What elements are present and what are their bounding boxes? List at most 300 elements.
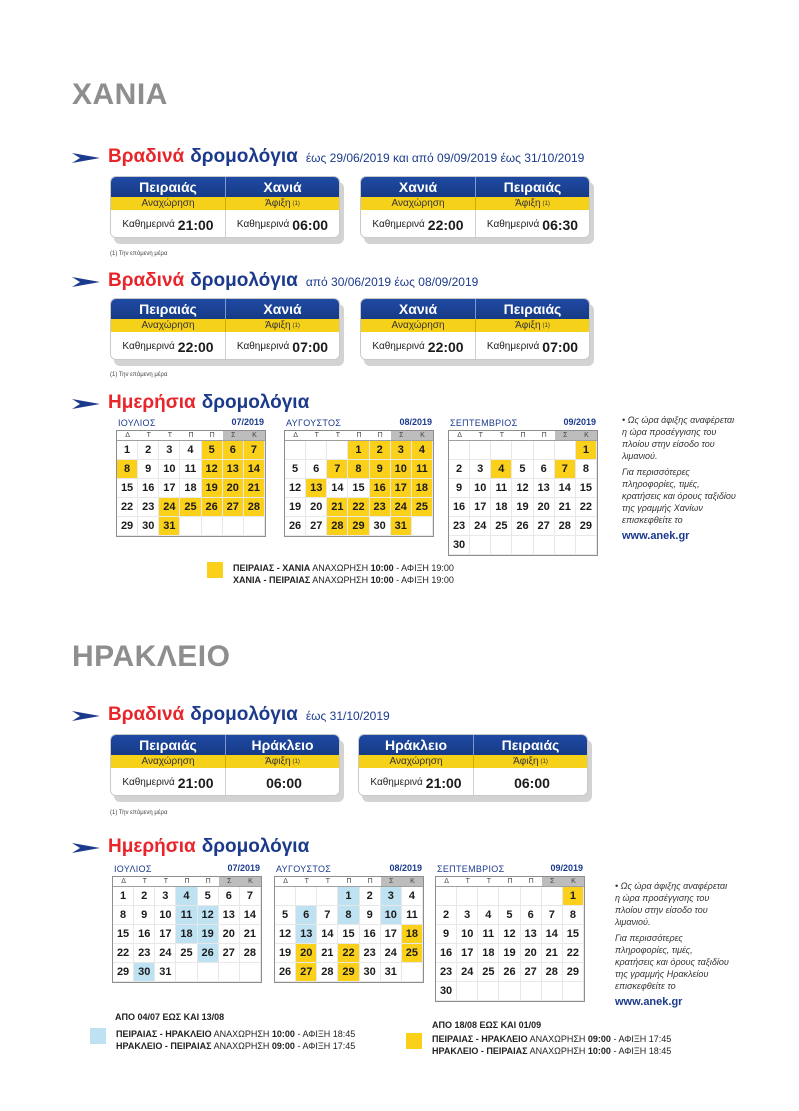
from-port: Πειραιάς <box>139 301 197 317</box>
calendar-day: 5 <box>512 460 533 479</box>
departure-time: 22:00 <box>427 216 464 233</box>
arrival-label: Άφιξη <box>265 320 291 331</box>
heading-red: Βραδινά <box>108 704 185 725</box>
calendar-day: 9 <box>360 906 381 925</box>
legend-dep-time: 10:00 <box>271 1029 295 1039</box>
calendar-year-number: /2019 <box>560 863 583 873</box>
weekday-label: Σ <box>381 877 402 886</box>
calendar-week <box>113 963 261 982</box>
calendar-week <box>436 944 584 963</box>
legend-route: ΗΡΑΚΛΕΙΟ - ΠΕΙΡΑΙΑΣ <box>432 1046 528 1056</box>
calendar-day: 25 <box>491 517 512 536</box>
arrival-label: Άφιξη <box>265 756 291 767</box>
calendar-day-sailing: 8 <box>348 460 369 479</box>
calendar-day <box>202 517 223 536</box>
calendar-day: 13 <box>521 925 542 944</box>
calendar-day: 14 <box>555 479 576 498</box>
calendar-day: 14 <box>542 925 563 944</box>
calendar-day: 17 <box>470 498 491 517</box>
calendar-week <box>275 887 423 906</box>
legend-arr: - ΑΦΙΞΗ 17:45 <box>297 1041 356 1051</box>
calendar-day-sailing: 22 <box>348 498 369 517</box>
weekday-label: Τ <box>335 432 340 439</box>
calendar-day <box>521 982 542 1001</box>
arrival-prefix: Καθημερινά <box>486 341 540 352</box>
departure-time-cell <box>361 210 475 238</box>
arrow-icon <box>72 275 100 289</box>
calendar-day-sailing: 9 <box>370 460 391 479</box>
calendar-day: 12 <box>275 925 296 944</box>
calendar-header <box>435 859 585 874</box>
heading-day-heraklion <box>72 836 317 860</box>
calendar-week <box>285 498 433 517</box>
calendar-day: 29 <box>113 963 134 982</box>
weekday-label: Δ <box>293 432 298 439</box>
arrival-label-cell <box>225 319 339 332</box>
calendar-day: 28 <box>555 517 576 536</box>
departure-prefix: Καθημερινά <box>122 219 175 230</box>
calendar-day: 12 <box>512 479 533 498</box>
legend-chania <box>207 562 454 586</box>
calendar-grid <box>112 876 262 983</box>
calendar-day-sailing: 25 <box>402 944 423 963</box>
weekday-label: Τ <box>325 878 330 885</box>
calendar-day: 18 <box>180 479 201 498</box>
side-note-chania <box>622 414 740 542</box>
weekday-label: Κ <box>244 431 265 440</box>
calendar-week <box>117 479 265 498</box>
calendar-day-sailing: 29 <box>338 963 359 982</box>
calendar-day <box>402 963 423 982</box>
calendar-day: 7 <box>317 906 338 925</box>
arrival-time: 07:00 <box>542 338 579 355</box>
calendar-day: 8 <box>576 460 597 479</box>
departure-time-cell <box>359 768 473 796</box>
calendar-day-sailing: 28 <box>327 517 348 536</box>
calendar-year <box>563 414 596 428</box>
departure-label: Αναχώρηση <box>141 320 195 331</box>
calendar-day-sailing-alt: 10 <box>381 906 402 925</box>
weekday-label: Π <box>528 878 534 885</box>
calendar-day: 22 <box>117 498 138 517</box>
calendar-day-sailing: 25 <box>180 498 201 517</box>
weekday-label: Τ <box>167 432 172 439</box>
calendar-day: 24 <box>155 944 176 963</box>
calendar-day-sailing: 26 <box>202 498 223 517</box>
calendar-day <box>478 982 499 1001</box>
calendar-day: 28 <box>542 963 563 982</box>
calendar-day-sailing-alt: 19 <box>198 925 219 944</box>
calendar-day-sailing: 18 <box>402 925 423 944</box>
arrival-footnote: (1) <box>292 200 300 207</box>
arrow-icon <box>72 709 100 723</box>
calendar-day-sailing: 31 <box>391 517 412 536</box>
arrival-time: 06:00 <box>266 774 302 791</box>
calendar-day: 28 <box>317 963 338 982</box>
side-note-arrival: • Ως ώρα άφιξης αναφέρεται η ώρα προσέγγισης του πλοίου στην είσοδο του λιμανιού. <box>622 415 735 461</box>
calendar-week <box>449 517 597 536</box>
legend-dep: ΑΝΑΧΩΡΗΣΗ <box>529 1034 586 1044</box>
calendar-week <box>436 925 584 944</box>
arrival-label: Άφιξη <box>515 198 541 209</box>
schedule-box <box>110 298 340 362</box>
to-port: Χανιά <box>225 177 339 197</box>
website-link[interactable]: www.anek.gr <box>622 530 690 542</box>
calendar-day: 23 <box>134 944 155 963</box>
calendar-day-sailing: 4 <box>412 441 433 460</box>
website-link[interactable]: www.anek.gr <box>615 996 683 1008</box>
calendar-month: ΑΥΓΟΥΣΤΟΣ <box>276 864 332 874</box>
calendar-week <box>436 887 584 906</box>
weekday-label: Π <box>367 878 373 885</box>
calendar-day: 4 <box>402 887 423 906</box>
calendar-day <box>457 982 478 1001</box>
calendar-year <box>389 860 422 874</box>
calendar-week <box>117 441 265 460</box>
calendar-day: 3 <box>155 887 176 906</box>
arrival-time: 07:00 <box>292 338 329 355</box>
calendar-day: 30 <box>449 536 470 555</box>
calendar-day: 29 <box>563 963 584 982</box>
calendar-day: 19 <box>275 944 296 963</box>
calendar-day: 6 <box>534 460 555 479</box>
calendar-header <box>284 413 434 428</box>
calendar-day: 26 <box>512 517 533 536</box>
departure-time-cell <box>111 332 225 360</box>
calendar-day-sailing: 17 <box>391 479 412 498</box>
calendar-day: 21 <box>555 498 576 517</box>
calendar-day <box>176 963 197 982</box>
heading-red: Βραδινά <box>108 270 185 291</box>
heading-blue: δρομολόγια <box>190 704 298 725</box>
calendar-month-number: 08 <box>399 417 410 427</box>
departure-label: Αναχώρηση <box>391 320 445 331</box>
calendar-month: ΣΕΠΤΕΜΒΡΙΟΣ <box>437 864 505 874</box>
calendar-day: 15 <box>348 479 369 498</box>
weekday-label: Τ <box>499 432 504 439</box>
calendar-month-number: 09 <box>563 417 574 427</box>
calendar-day: 9 <box>449 479 470 498</box>
weekday-label: Δ <box>457 432 462 439</box>
calendar-day: 5 <box>275 906 296 925</box>
arrival-time-cell <box>225 332 339 360</box>
calendar-day-sailing: 31 <box>159 517 180 536</box>
calendar-header <box>112 859 262 874</box>
arrival-footnote: (1) <box>542 200 550 207</box>
calendar-month-number: 07 <box>231 417 242 427</box>
departure-time: 21:00 <box>425 774 462 791</box>
calendar-day: 11 <box>478 925 499 944</box>
calendar-day-sailing: 1 <box>576 441 597 460</box>
calendar-day: 21 <box>317 944 338 963</box>
side-note-arrival: • Ως ώρα άφιξης αναφέρεται η ώρα προσέγγισης του πλοίου στην είσοδο του λιμανιού. <box>615 881 728 927</box>
calendar-day: 15 <box>113 925 134 944</box>
footnote: (1) Την επόμενη μέρα <box>110 810 168 816</box>
calendar-month: ΙΟΥΛΙΟΣ <box>114 864 152 874</box>
calendar-week <box>113 887 261 906</box>
calendar-day-sailing-alt: 13 <box>296 925 317 944</box>
calendar-grid <box>116 430 266 537</box>
weekday-label: Π <box>184 878 190 885</box>
calendar-week <box>285 460 433 479</box>
side-note-info: Για περισσότερες πληροφορίες, τιμές, κρατήσεις και όρους ταξιδίου της γραμμής Χανίων επισκεφθείτε το <box>622 467 736 525</box>
calendar-day: 24 <box>381 944 402 963</box>
calendar-day <box>198 963 219 982</box>
arrival-footnote: (1) <box>292 322 300 329</box>
calendar-day: 19 <box>512 498 533 517</box>
weekday-label: Τ <box>465 878 470 885</box>
calendar-day-sailing-alt: 6 <box>296 906 317 925</box>
weekday-label: Κ <box>402 877 423 886</box>
calendar-day: 17 <box>155 925 176 944</box>
calendar-day-sailing: 5 <box>202 441 223 460</box>
weekday-label: Τ <box>142 878 147 885</box>
departure-label: Αναχώρηση <box>391 198 445 209</box>
weekday-label: Π <box>205 878 211 885</box>
calendar-grid <box>448 430 598 556</box>
footnote: (1) Την επόμενη μέρα <box>110 251 168 257</box>
calendar-day: 24 <box>470 517 491 536</box>
legend-route: ΠΕΙΡΑΙΑΣ - ΗΡΑΚΛΕΙΟ <box>116 1029 212 1039</box>
calendar-day: 5 <box>198 887 219 906</box>
calendar-day: 14 <box>317 925 338 944</box>
calendar-day <box>223 517 244 536</box>
calendar-day: 29 <box>117 517 138 536</box>
calendar-day <box>576 536 597 555</box>
legend-dep: ΑΝΑΧΩΡΗΣΗ <box>529 1046 586 1056</box>
calendar-day <box>491 536 512 555</box>
calendar-day: 12 <box>499 925 520 944</box>
weekday-label: Τ <box>478 432 483 439</box>
weekday-header <box>275 877 423 887</box>
calendar-day: 23 <box>360 944 381 963</box>
legend-swatch-lightblue <box>90 1028 106 1044</box>
weekday-label: Π <box>520 432 526 439</box>
weekday-label: Π <box>377 432 383 439</box>
arrival-time: 06:30 <box>542 216 579 233</box>
calendar-year-number: /2019 <box>399 863 422 873</box>
arrival-label-cell <box>475 319 589 332</box>
calendar-header <box>448 413 598 428</box>
arrival-footnote: (1) <box>542 322 550 329</box>
calendar-day: 26 <box>275 963 296 982</box>
calendar-day-sailing: 19 <box>202 479 223 498</box>
calendar-day <box>555 536 576 555</box>
side-note-info: Για περισσότερες πληροφορίες, τιμές, κρατήσεις και όρους ταξιδίου της γραμμής Ηρακλείου επισκεφθείτε το <box>615 933 729 991</box>
departure-time-cell <box>111 768 225 796</box>
weekday-label: Σ <box>219 877 240 886</box>
calendar-day: 30 <box>436 982 457 1001</box>
arrival-footnote: (1) <box>540 758 548 765</box>
heading-dates: έως 31/10/2019 <box>305 709 390 723</box>
calendar-day: 19 <box>499 944 520 963</box>
calendar-month: ΙΟΥΛΙΟΣ <box>118 418 156 428</box>
departure-prefix: Καθημερινά <box>370 777 423 788</box>
calendar-day <box>275 887 296 906</box>
calendar-day <box>542 982 563 1001</box>
calendar-day: 19 <box>285 498 306 517</box>
calendar-day: 20 <box>534 498 555 517</box>
calendar-day: 2 <box>138 441 159 460</box>
departure-label: Αναχώρηση <box>141 756 195 767</box>
to-port: Πειραιάς <box>473 735 587 755</box>
schedule-box <box>360 298 590 362</box>
calendar-day <box>470 441 491 460</box>
calendar-day-sailing: 7 <box>244 441 265 460</box>
departure-label: Αναχώρηση <box>141 198 195 209</box>
side-note-heraklion <box>615 880 733 1008</box>
calendar-day: 16 <box>360 925 381 944</box>
arrival-time: 06:00 <box>292 216 329 233</box>
arrival-label-cell <box>475 197 589 210</box>
calendar-day: 28 <box>240 944 261 963</box>
legend-arr: - ΑΦΙΞΗ 19:00 <box>396 575 454 585</box>
calendar-day: 13 <box>534 479 555 498</box>
calendar-day: 30 <box>138 517 159 536</box>
legend-arr: - ΑΦΙΞΗ 19:00 <box>396 563 454 573</box>
section-title-chania: ΧΑΝΙΑ <box>72 78 168 111</box>
to-port: Πειραιάς <box>475 299 589 319</box>
calendar-day: 9 <box>138 460 159 479</box>
calendar-day: 8 <box>113 906 134 925</box>
calendar-year <box>231 414 264 428</box>
weekday-label: Π <box>356 432 362 439</box>
calendar-day-sailing: 16 <box>370 479 391 498</box>
legend-heraklion-left <box>90 1028 355 1052</box>
legend-route: ΠΕΙΡΑΙΑΣ - ΧΑΝΙΑ <box>233 563 311 573</box>
calendar-september <box>448 413 598 556</box>
legend-dep-time: 10:00 <box>587 1046 611 1056</box>
heading-night-heraklion <box>72 704 390 728</box>
calendar-day-sailing-alt: 18 <box>176 925 197 944</box>
calendar-day: 17 <box>159 479 180 498</box>
calendar-day <box>534 441 555 460</box>
calendar-month-number: 07 <box>227 863 238 873</box>
calendar-day: 25 <box>176 944 197 963</box>
legend-arr: - ΑΦΙΞΗ 18:45 <box>297 1029 356 1039</box>
weekday-label: Σ <box>223 431 244 440</box>
arrival-label: Άφιξη <box>513 756 539 767</box>
calendar-week <box>449 460 597 479</box>
calendar-year-number: /2019 <box>573 417 596 427</box>
calendar-day-sailing: 18 <box>412 479 433 498</box>
calendar-year <box>227 860 260 874</box>
calendar-day: 2 <box>134 887 155 906</box>
calendar-day <box>499 887 520 906</box>
calendar-day-sailing: 21 <box>327 498 348 517</box>
calendar-week <box>449 536 597 555</box>
calendar-day: 22 <box>576 498 597 517</box>
heading-red: Ημερήσια <box>108 836 196 857</box>
calendar-day-sailing: 28 <box>244 498 265 517</box>
legend-route: ΧΑΝΙΑ - ΠΕΙΡΑΙΑΣ <box>233 575 311 585</box>
calendar-day: 14 <box>327 479 348 498</box>
calendar-day <box>317 887 338 906</box>
calendar-day-sailing: 13 <box>223 460 244 479</box>
calendar-day: 4 <box>180 441 201 460</box>
calendar-week <box>275 963 423 982</box>
calendar-day <box>240 963 261 982</box>
calendar-day <box>521 887 542 906</box>
calendar-day: 27 <box>521 963 542 982</box>
calendar-day: 16 <box>436 944 457 963</box>
calendar-day: 7 <box>240 887 261 906</box>
calendar-week <box>275 906 423 925</box>
calendar-day: 12 <box>285 479 306 498</box>
calendar-day <box>499 982 520 1001</box>
arrival-time-cell <box>475 332 589 360</box>
calendar-day: 27 <box>534 517 555 536</box>
calendar-month-number: 09 <box>550 863 561 873</box>
calendar-day: 3 <box>159 441 180 460</box>
calendar-day: 16 <box>134 925 155 944</box>
heading-red: Βραδινά <box>108 146 185 167</box>
calendar-day-sailing: 27 <box>223 498 244 517</box>
calendar-day: 29 <box>576 517 597 536</box>
calendar-day: 17 <box>381 925 402 944</box>
calendar-day: 10 <box>470 479 491 498</box>
calendar-day: 21 <box>240 925 261 944</box>
calendar-day-sailing: 6 <box>223 441 244 460</box>
calendar-day: 20 <box>219 925 240 944</box>
calendar-week <box>113 925 261 944</box>
calendar-day: 26 <box>285 517 306 536</box>
calendar-year-number: /2019 <box>409 417 432 427</box>
calendar-week <box>275 944 423 963</box>
from-port: Χανιά <box>398 179 438 195</box>
heading-blue: δρομολόγια <box>201 836 310 857</box>
calendar-day-sailing: 14 <box>244 460 265 479</box>
calendar-july <box>112 859 262 983</box>
arrival-label-cell <box>473 755 587 768</box>
calendar-day-sailing: 24 <box>159 498 180 517</box>
weekday-label: Κ <box>412 431 433 440</box>
calendar-day-sailing: 7 <box>327 460 348 479</box>
legend-arr: - ΑΦΙΞΗ 18:45 <box>613 1046 672 1056</box>
calendar-day <box>542 887 563 906</box>
calendar-day-sailing: 3 <box>391 441 412 460</box>
arrival-time-cell <box>225 768 339 796</box>
calendar-week <box>285 441 433 460</box>
arrival-footnote: (1) <box>292 758 300 765</box>
arrival-time: 06:00 <box>514 774 550 791</box>
calendar-day: 10 <box>457 925 478 944</box>
departure-time: 21:00 <box>177 774 214 791</box>
calendar-week <box>113 906 261 925</box>
calendar-day-sailing: 27 <box>296 963 317 982</box>
calendar-day: 14 <box>240 906 261 925</box>
calendar-day-sailing: 29 <box>348 517 369 536</box>
calendar-day: 31 <box>381 963 402 982</box>
to-port: Ηράκλειο <box>225 735 339 755</box>
schedule-box <box>360 176 590 240</box>
calendar-day <box>285 441 306 460</box>
heading-dates: έως 29/06/2019 και από 09/09/2019 έως 31/10/2019 <box>305 151 585 165</box>
calendar-month: ΑΥΓΟΥΣΤΟΣ <box>286 418 342 428</box>
calendar-day: 23 <box>138 498 159 517</box>
departure-time: 22:00 <box>177 338 214 355</box>
calendar-day-sailing: 7 <box>555 460 576 479</box>
calendar-day <box>512 441 533 460</box>
legend-dep: ΑΝΑΧΩΡΗΣΗ <box>312 575 369 585</box>
calendar-day <box>512 536 533 555</box>
calendar-july <box>116 413 266 537</box>
weekday-label: Τ <box>163 878 168 885</box>
calendar-september <box>435 859 585 1002</box>
weekday-label: Τ <box>314 432 319 439</box>
calendar-day: 7 <box>542 906 563 925</box>
departure-prefix: Καθημερινά <box>372 341 425 352</box>
